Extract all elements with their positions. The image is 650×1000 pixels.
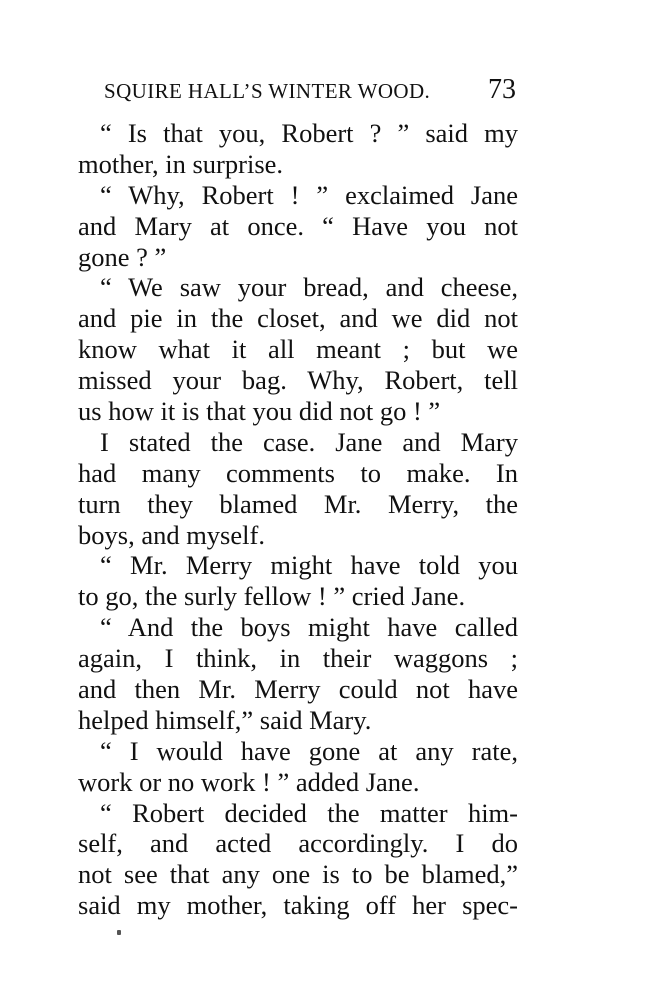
- body-text: [78, 118, 518, 921]
- text-line: know what it all meant ; but we: [78, 334, 518, 365]
- text-line: “ Is that you, Robert ? ” said my: [100, 118, 518, 148]
- text-line: and pie in the closet, and we did not: [78, 303, 518, 334]
- text-line: mother, in surprise.: [78, 148, 284, 179]
- page-header: [104, 76, 516, 106]
- text-line: and Mary at once. “ Have you not: [78, 210, 518, 241]
- text-line: had many comments to make. In: [78, 457, 518, 488]
- text-line: “ Robert decided the matter him-: [100, 797, 518, 828]
- text-line: turn they blamed Mr. Merry, the: [78, 488, 518, 519]
- text-line: “ We saw your bread, and cheese,: [100, 272, 518, 303]
- text-line: to go, the surly fellow ! ” cried Jane.: [78, 581, 466, 612]
- text-line: boys, and myself.: [78, 519, 265, 550]
- text-line: “ And the boys might have called: [100, 612, 518, 643]
- text-line: and then Mr. Merry could not have: [78, 674, 518, 705]
- text-line: missed your bag. Why, Robert, tell: [78, 365, 518, 396]
- text-line: “ Why, Robert ! ” exclaimed Jane: [100, 179, 518, 210]
- text-line: again, I think, in their waggons ;: [78, 643, 518, 674]
- text-line: us how it is that you did not go ! ”: [78, 396, 441, 427]
- text-line: work or no work ! ” added Jane.: [78, 766, 420, 797]
- text-line: “ Mr. Merry might have told you: [100, 550, 518, 581]
- text-line: gone ? ”: [78, 241, 167, 272]
- text-line: helped himself,” said Mary.: [78, 704, 372, 735]
- text-line: I stated the case. Jane and Mary: [100, 426, 518, 457]
- text-line: “ I would have gone at any rate,: [100, 735, 518, 766]
- text-line: not see that any one is to be blamed,”: [78, 859, 518, 890]
- page-number: 73: [488, 74, 516, 105]
- running-head: SQUIRE HALL’S WINTER WOOD.: [104, 79, 431, 103]
- ink-speck: [117, 930, 121, 935]
- text-line: self, and acted accordingly. I do: [78, 828, 518, 859]
- text-line: said my mother, taking off her spec-: [78, 890, 518, 921]
